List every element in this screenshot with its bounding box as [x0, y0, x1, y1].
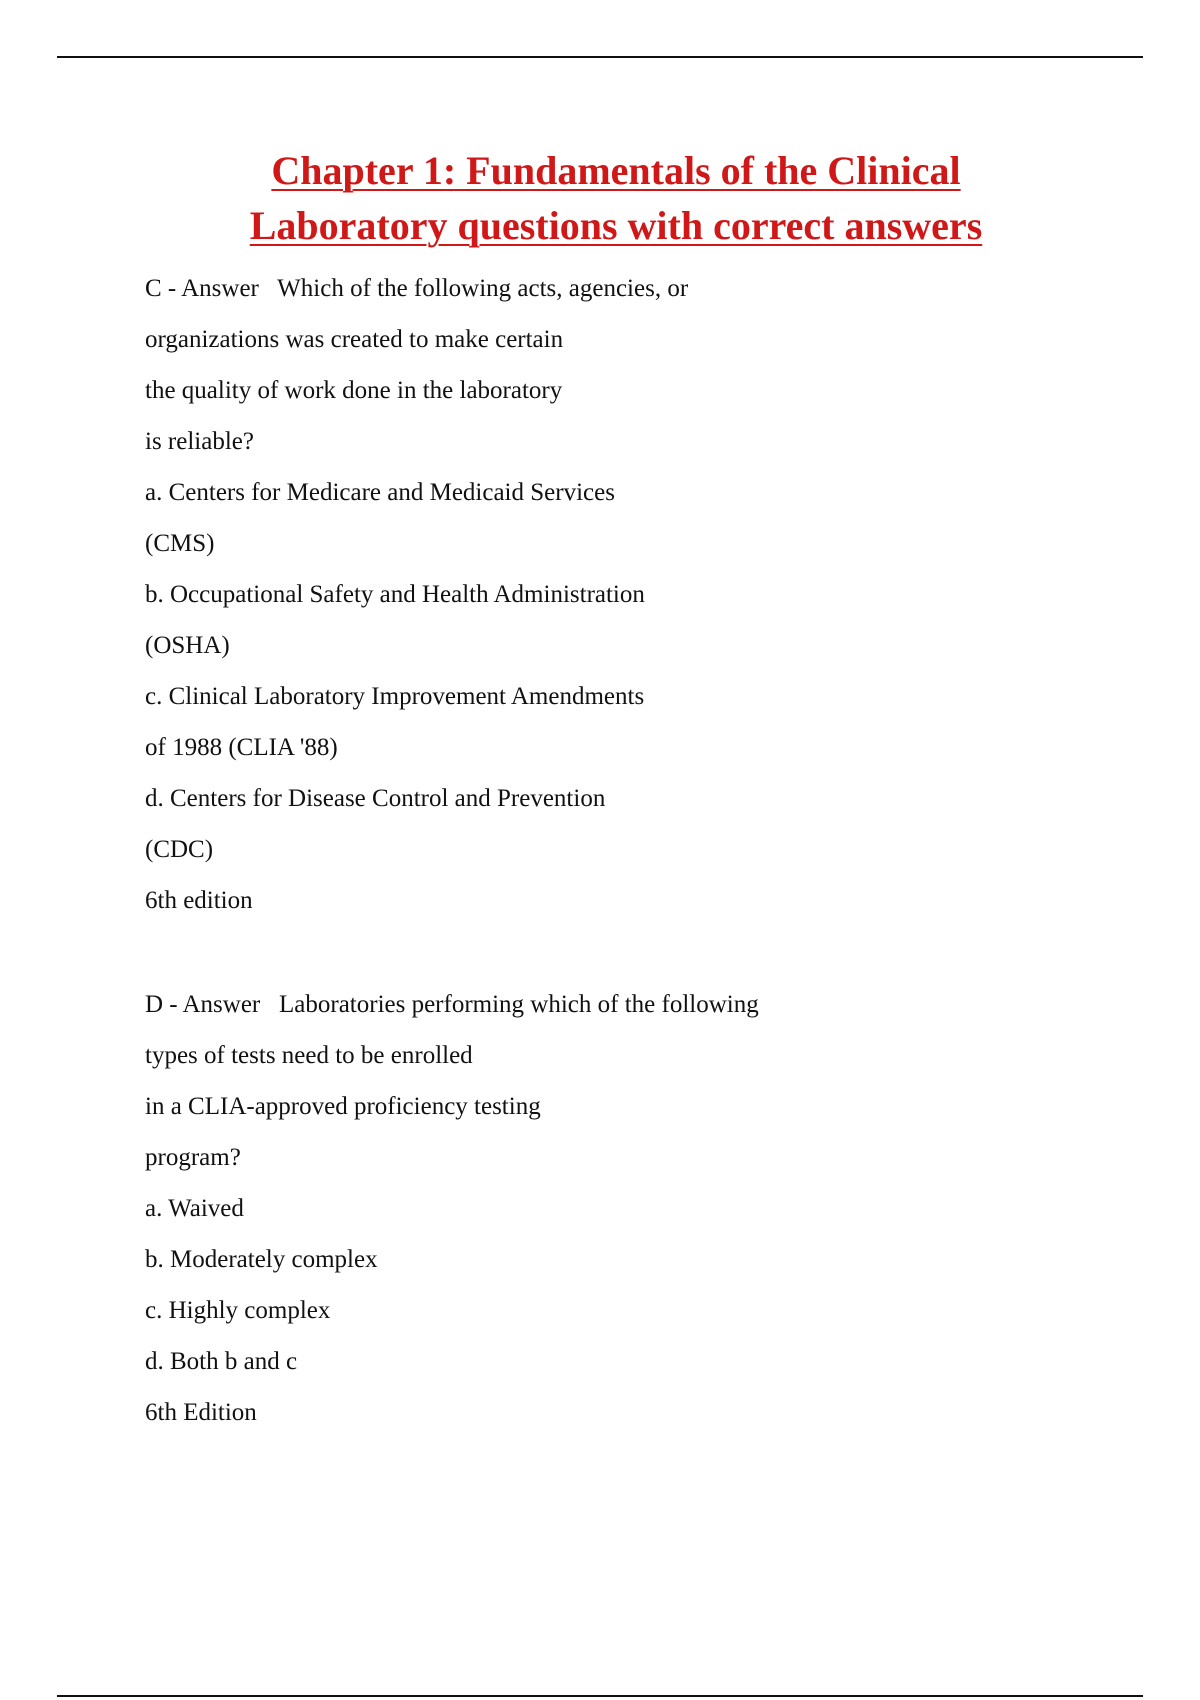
question-2-line: in a CLIA-approved proficiency testing	[145, 1093, 541, 1120]
question-1	[145, 263, 688, 926]
question-2-line: types of tests need to be enrolled	[145, 1042, 473, 1069]
option-c: c. Highly complex	[145, 1297, 331, 1324]
option-b: b. Occupational Safety and Health Administration	[145, 581, 645, 608]
option-d-cont: (CDC)	[145, 836, 214, 863]
question-2-line: program?	[145, 1144, 241, 1171]
question-1-line: is reliable?	[145, 428, 254, 455]
edition-note: 6th Edition	[145, 1399, 257, 1426]
title-line-1: Chapter 1: Fundamentals of the Clinical	[271, 148, 961, 193]
top-rule	[57, 56, 1143, 58]
option-a: a. Waived	[145, 1195, 244, 1222]
question-1-line: organizations was created to make certain	[145, 326, 564, 353]
option-d: d. Centers for Disease Control and Prevention	[145, 785, 606, 812]
option-a: a. Centers for Medicare and Medicaid Services	[145, 479, 615, 506]
title-line-2: Laboratory questions with correct answers	[249, 203, 983, 248]
edition-note: 6th edition	[145, 887, 253, 914]
question-1-line: the quality of work done in the laboratory	[145, 377, 563, 404]
option-d: d. Both b and c	[145, 1348, 298, 1375]
question-2	[145, 979, 759, 1438]
question-1-line: C - Answer Which of the following acts, agencies, or	[145, 275, 689, 302]
option-a-cont: (CMS)	[145, 530, 215, 557]
bottom-rule	[57, 1695, 1143, 1697]
option-b: b. Moderately complex	[145, 1246, 378, 1273]
option-b-cont: (OSHA)	[145, 632, 230, 659]
option-c-cont: of 1988 (CLIA '88)	[145, 734, 338, 761]
question-2-line: D - Answer Laboratories performing which of the following	[145, 991, 759, 1018]
option-c: c. Clinical Laboratory Improvement Amendments	[145, 683, 645, 710]
document-title	[0, 143, 1200, 253]
